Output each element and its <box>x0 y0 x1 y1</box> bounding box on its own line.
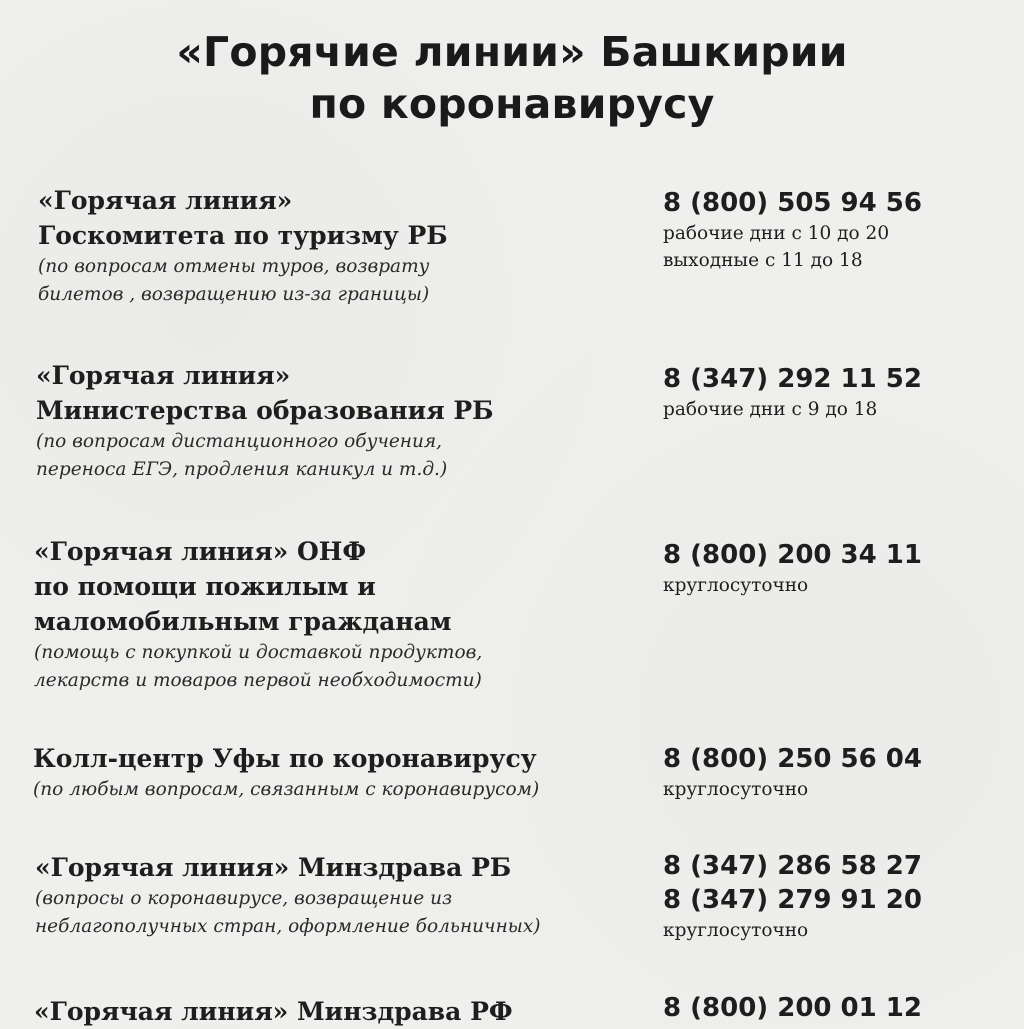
hotline-contact <box>663 849 1013 944</box>
hotline-note: билетов , возвращению из-за границы) <box>38 284 430 305</box>
hotline-note: переноса ЕГЭ, продления каникул и т.д.) <box>36 459 448 480</box>
hotline-heading: по помощи пожилым и <box>34 572 376 601</box>
hotline-contact <box>663 186 1013 274</box>
hotline-note: неблагополучных стран, оформление больничных) <box>35 916 541 937</box>
working-hours: выходные с 11 до 18 <box>663 250 863 271</box>
hotline-heading: «Горячая линия» Минздрава РБ <box>35 853 512 882</box>
hotline-heading: Госкомитета по туризму РБ <box>38 221 448 250</box>
hotline-heading: «Горячая линия» <box>38 186 293 215</box>
working-hours: круглосуточно <box>663 575 809 596</box>
page-title <box>0 26 1024 130</box>
hotline-heading: Министерства образования РБ <box>36 396 494 425</box>
phone-number[interactable]: 8 (800) 505 94 56 <box>663 188 922 218</box>
hotline-note: (по вопросам дистанционного обучения, <box>36 431 443 452</box>
page-title-line-1: «Горячие линии» Башкирии <box>176 28 848 76</box>
hotline-description <box>33 741 633 804</box>
phone-number[interactable]: 8 (800) 250 56 04 <box>663 744 922 774</box>
phone-number[interactable]: 8 (347) 292 11 52 <box>663 364 922 394</box>
hotline-contact <box>663 362 1013 423</box>
phone-number[interactable]: 8 (800) 200 34 11 <box>663 540 922 570</box>
hotline-contact <box>663 991 1013 1025</box>
hotline-heading: «Горячая линия» <box>36 361 291 390</box>
hotline-description <box>38 183 638 309</box>
hotline-note: (по любым вопросам, связанным с коронавирусом) <box>33 779 540 800</box>
working-hours: рабочие дни с 10 до 20 <box>663 223 890 244</box>
working-hours: круглосуточно <box>663 920 809 941</box>
page-title-line-2: по коронавирусу <box>309 80 715 128</box>
working-hours: рабочие дни с 9 до 18 <box>663 399 878 420</box>
hotline-heading: «Горячая линия» ОНФ <box>34 537 367 566</box>
phone-number[interactable]: 8 (800) 200 01 12 <box>663 993 922 1023</box>
phone-number[interactable]: 8 (347) 279 91 20 <box>663 885 922 915</box>
hotline-note: (вопросы о коронавирусе, возвращение из <box>35 888 453 909</box>
working-hours: круглосуточно <box>663 779 809 800</box>
hotline-contact <box>663 742 1013 803</box>
hotline-description <box>36 358 636 484</box>
hotline-contact <box>663 538 1013 599</box>
hotline-note: (по вопросам отмены туров, возврату <box>38 256 430 277</box>
hotline-description <box>34 534 634 695</box>
hotline-description <box>35 850 635 941</box>
hotline-heading: «Горячая линия» Минздрава РФ <box>34 997 513 1026</box>
hotline-note: (помощь с покупкой и доставкой продуктов, <box>34 642 483 663</box>
phone-number[interactable]: 8 (347) 286 58 27 <box>663 851 922 881</box>
hotline-note: лекарств и товаров первой необходимости) <box>34 670 482 691</box>
hotline-heading: маломобильным гражданам <box>34 607 452 636</box>
hotline-heading: Колл-центр Уфы по коронавирусу <box>33 744 537 773</box>
